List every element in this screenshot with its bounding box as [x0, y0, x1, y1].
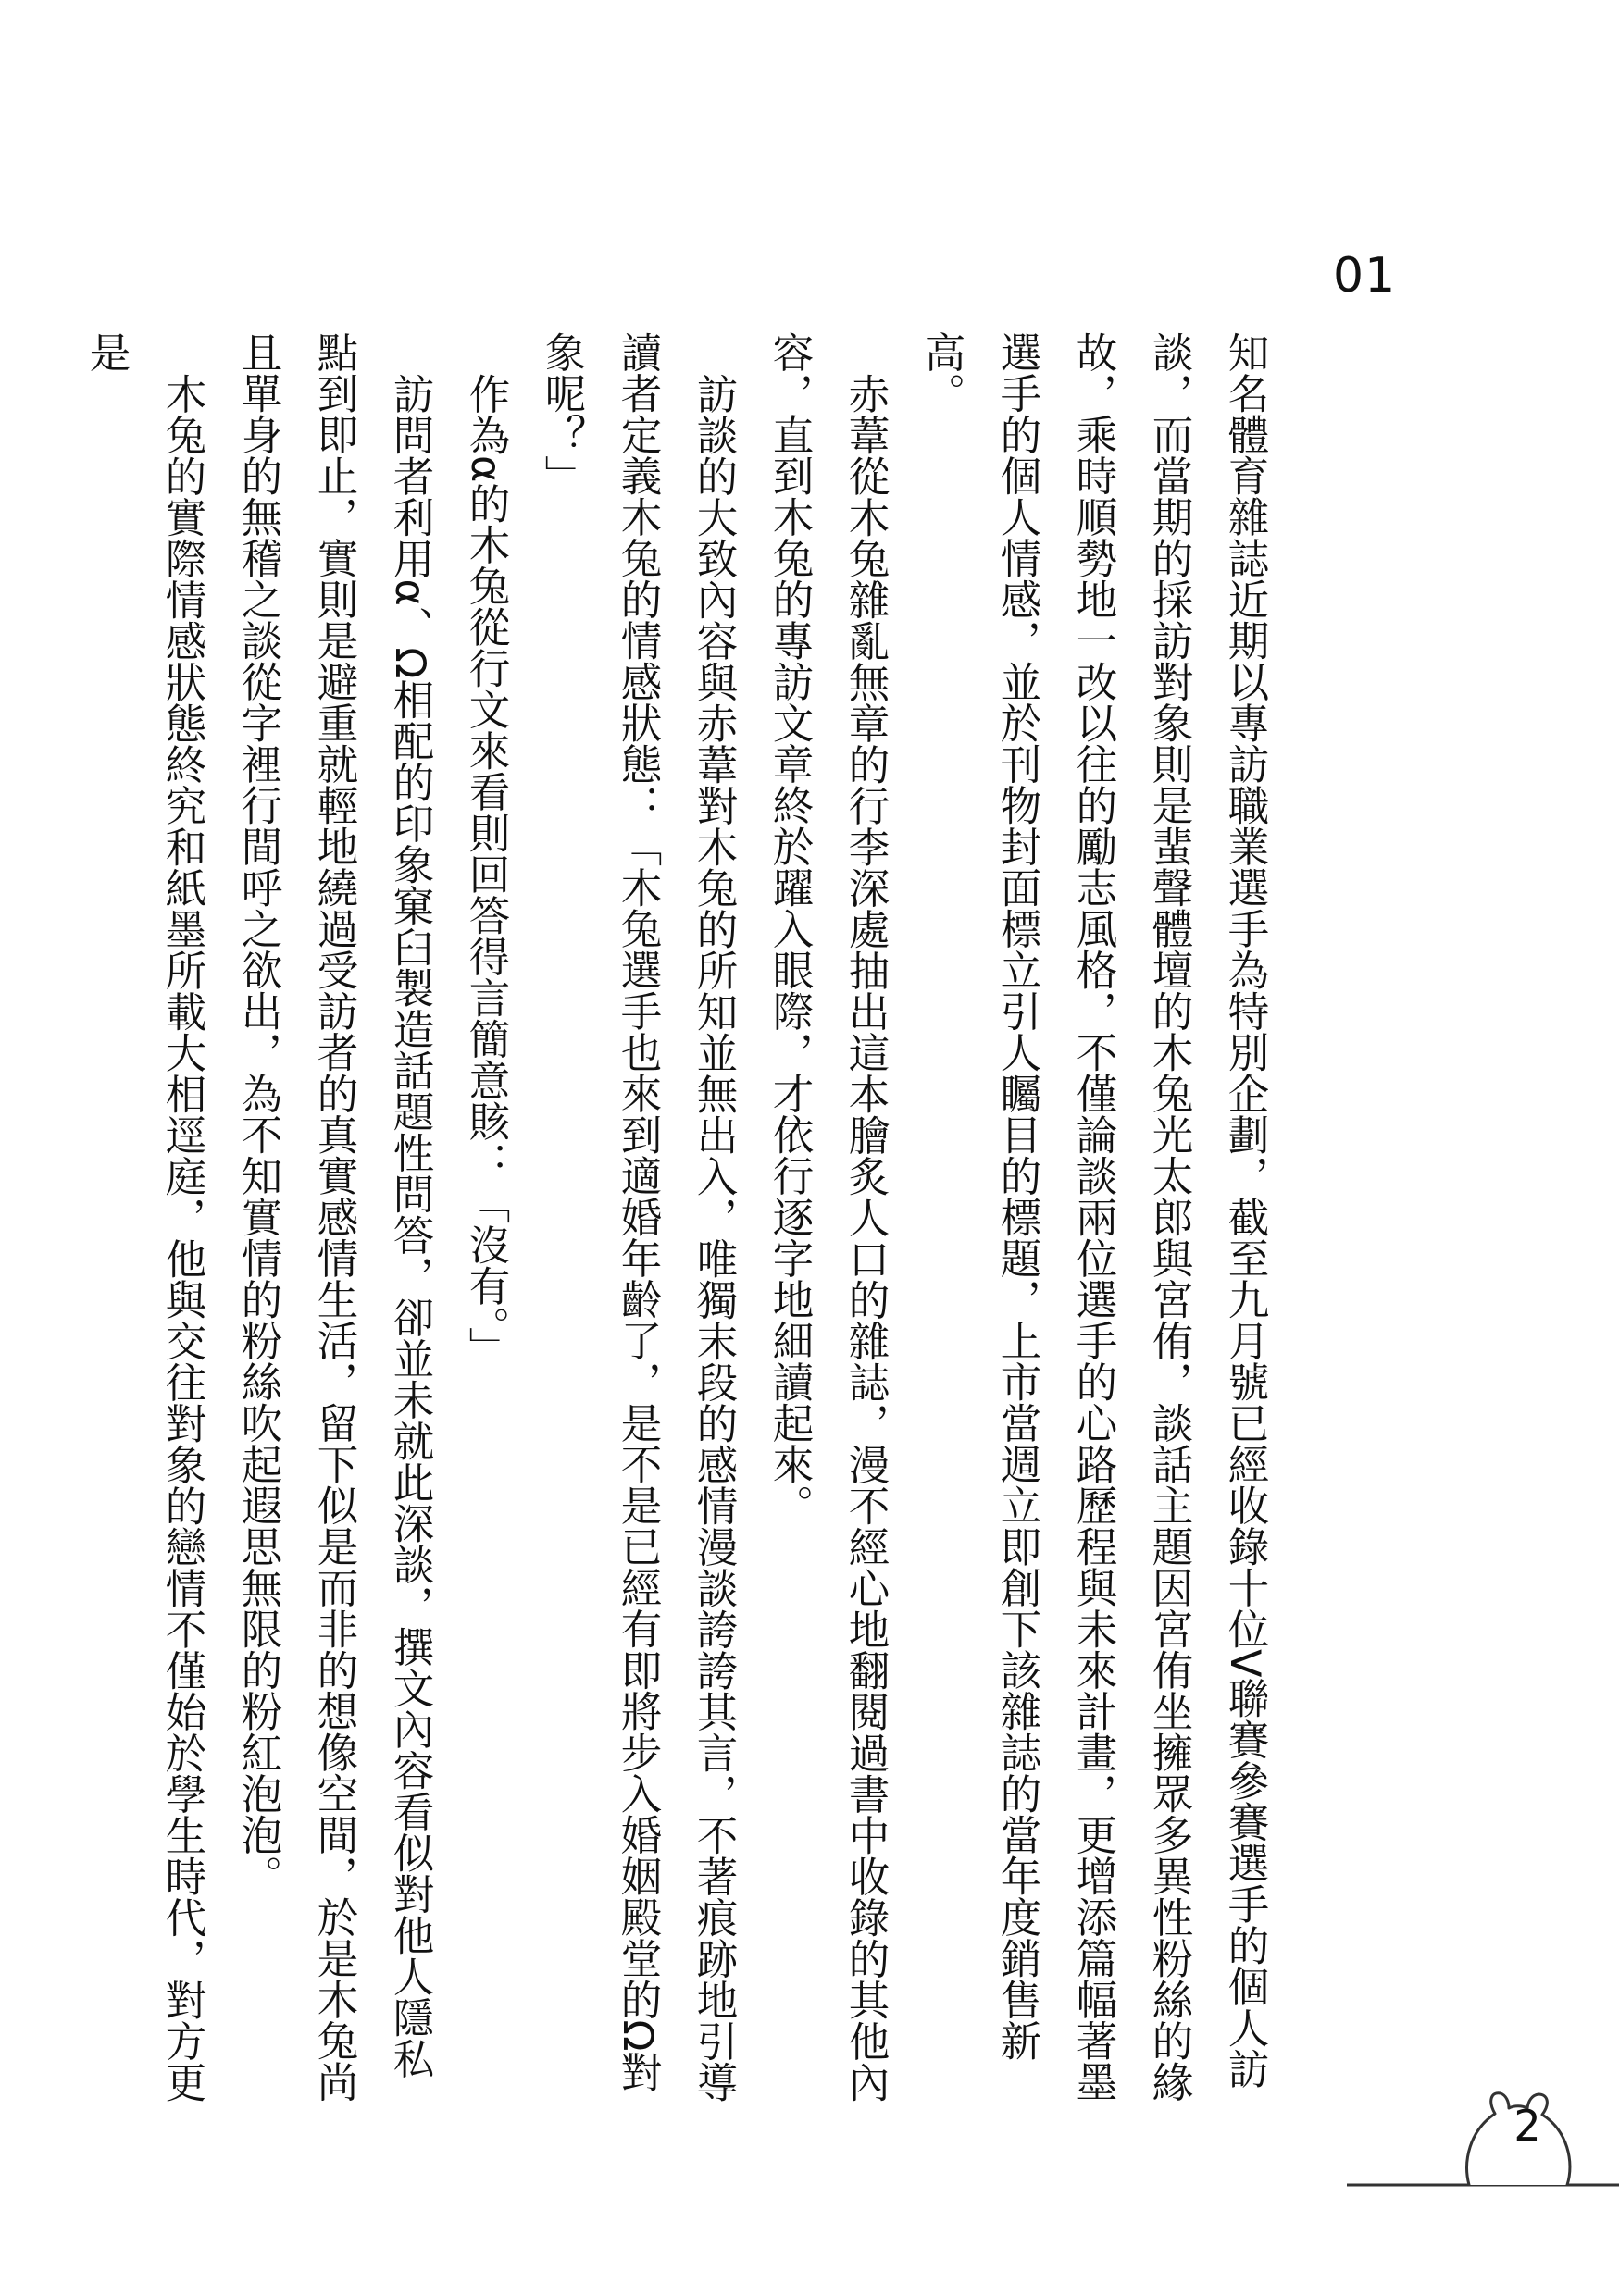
- paragraph-1: 知名體育雜誌近期以專訪職業選手為特別企劃，截至九月號已經收錄十位V聯賽參賽選手的個人訪談，而當期的採訪對象則是蜚聲體壇的木兔光太郎與宮侑，談話主題因宮侑坐擁眾多異性粉絲的緣故，乘時順勢地一改以往的勵志風格，不僅論談兩位選手的心路歷程與未來計畫，更增添篇幅著墨選手的個人情感，並於刊物封面標立引人矚目的標題，上市當週立即創下該雜誌的當年度銷售新高。: [917, 331, 1268, 2103]
- paragraph-3: 訪談的大致內容與赤葦對木兔的所知並無出入，唯獨末段的感情漫談誇誇其言，不著痕跡地引導讀者定義木兔的情感狀態：「木兔選手也來到適婚年齡了，是不是已經有即將步入婚姻殿堂的Ω對象呢？」: [538, 331, 737, 2103]
- paragraph-2: 赤葦從木兔雜亂無章的行李深處抽出這本膾炙人口的雜誌，漫不經心地翻閱過書中收錄的其他內容，直到木兔的專訪文章終於躍入眼際，才依行逐字地細讀起來。: [766, 331, 889, 2103]
- page-footer: [1347, 2073, 1619, 2258]
- paragraph-6: 木兔的實際情感狀態終究和紙墨所載大相逕庭，他與交往對象的戀情不僅始於學生時代，對方更是: [82, 331, 205, 2103]
- vertical-body-text: [82, 331, 1282, 2108]
- page-number: 2: [1513, 2101, 1541, 2151]
- bunny-footer-icon: [1347, 2073, 1619, 2258]
- chapter-number: 01: [1333, 248, 1397, 304]
- paragraph-4: 作為α的木兔從行文來看則回答得言簡意賅：「沒有。」: [462, 372, 509, 1368]
- paragraph-5: 訪問者利用α、Ω相配的印象窠臼製造話題性問答，卻並未就此深談，撰文內容看似對他人隱私點到即止，實則是避重就輕地繞過受訪者的真實感情生活，留下似是而非的想像空間，於是木兔尚且單身的無稽之談從字裡行間呼之欲出，為不知實情的粉絲吹起遐思無限的粉紅泡泡。: [234, 331, 433, 2103]
